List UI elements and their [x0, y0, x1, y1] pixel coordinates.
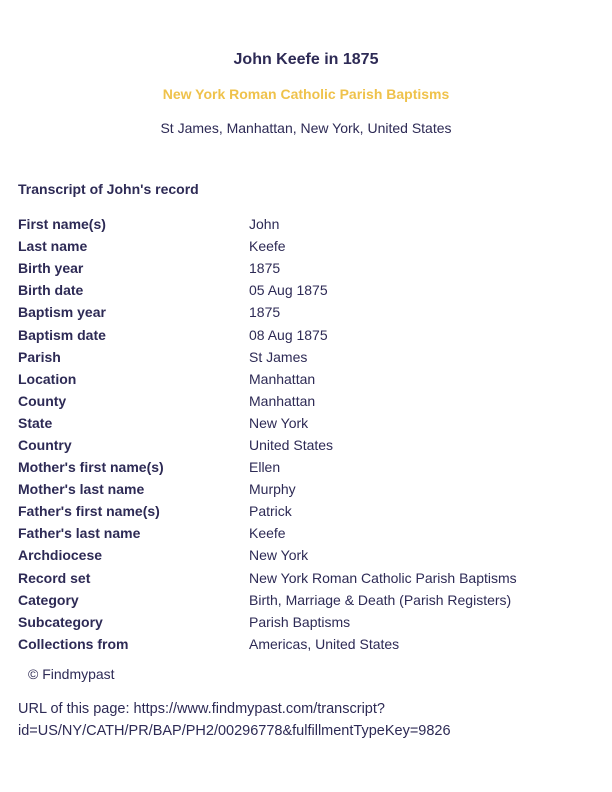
record-set-title: New York Roman Catholic Parish Baptisms — [162, 86, 450, 102]
table-row — [18, 301, 594, 323]
transcript-section-heading: Transcript of John's record — [18, 181, 199, 197]
field-value: Ellen — [249, 459, 281, 476]
field-label: Mother's first name(s) — [18, 459, 164, 476]
field-label: Archdiocese — [18, 547, 103, 564]
field-value: Birth, Marriage & Death (Parish Registers) — [249, 591, 512, 608]
field-label: Baptism date — [18, 326, 106, 343]
table-row — [18, 390, 594, 412]
field-value: Patrick — [249, 503, 292, 520]
field-value: 08 Aug 1875 — [249, 326, 328, 343]
field-label: Collections from — [18, 635, 129, 652]
field-label: Mother's last name — [18, 481, 145, 498]
table-row — [18, 434, 594, 456]
page-url-line1: URL of this page: https://www.findmypast.com/transcript? — [18, 700, 385, 717]
table-row — [18, 589, 594, 611]
table-row — [18, 522, 594, 544]
table-row — [18, 235, 594, 257]
field-value: 1875 — [249, 260, 281, 277]
table-row — [18, 567, 594, 589]
field-label: Father's first name(s) — [18, 503, 160, 520]
field-value: New York Roman Catholic Parish Baptisms — [249, 569, 517, 586]
field-value: John — [249, 216, 280, 233]
table-row — [18, 611, 594, 633]
table-row — [18, 478, 594, 500]
field-value: New York — [249, 547, 309, 564]
table-row — [18, 368, 594, 390]
field-label: Father's last name — [18, 525, 141, 542]
page-title: John Keefe in 1875 — [233, 51, 379, 68]
field-value: 1875 — [249, 304, 281, 321]
field-label: Birth date — [18, 282, 84, 299]
field-value: Keefe — [249, 238, 286, 255]
table-row — [18, 279, 594, 301]
field-value: 05 Aug 1875 — [249, 282, 328, 299]
table-row — [18, 346, 594, 368]
location-line: St James, Manhattan, New York, United States — [160, 120, 452, 136]
field-value: St James — [249, 348, 308, 365]
table-row — [18, 257, 594, 279]
field-label: Parish — [18, 348, 61, 365]
field-value: Americas, United States — [249, 635, 400, 652]
field-label: County — [18, 392, 67, 409]
transcript-table — [18, 213, 594, 655]
field-label: Location — [18, 370, 77, 387]
field-label: Country — [18, 436, 72, 453]
field-label: Category — [18, 591, 79, 608]
table-row — [18, 412, 594, 434]
page-url — [18, 698, 594, 742]
field-value: United States — [249, 436, 334, 453]
field-label: First name(s) — [18, 216, 106, 233]
field-label: Last name — [18, 238, 88, 255]
field-value: New York — [249, 414, 309, 431]
table-row — [18, 456, 594, 478]
field-label: State — [18, 414, 53, 431]
field-value: Parish Baptisms — [249, 613, 351, 630]
table-row — [18, 544, 594, 566]
field-value: Keefe — [249, 525, 286, 542]
table-row — [18, 323, 594, 345]
field-label: Birth year — [18, 260, 84, 277]
field-label: Subcategory — [18, 613, 103, 630]
field-label: Record set — [18, 569, 91, 586]
field-value: Murphy — [249, 481, 296, 498]
page-header — [18, 52, 594, 136]
copyright-notice: © Findmypast — [28, 665, 115, 682]
table-row — [18, 633, 594, 655]
field-value: Manhattan — [249, 370, 316, 387]
table-row — [18, 213, 594, 235]
field-label: Baptism year — [18, 304, 106, 321]
table-row — [18, 500, 594, 522]
field-value: Manhattan — [249, 392, 316, 409]
page-url-line2: id=US/NY/CATH/PR/BAP/PH2/00296778&fulfillmentTypeKey=9826 — [18, 722, 451, 739]
